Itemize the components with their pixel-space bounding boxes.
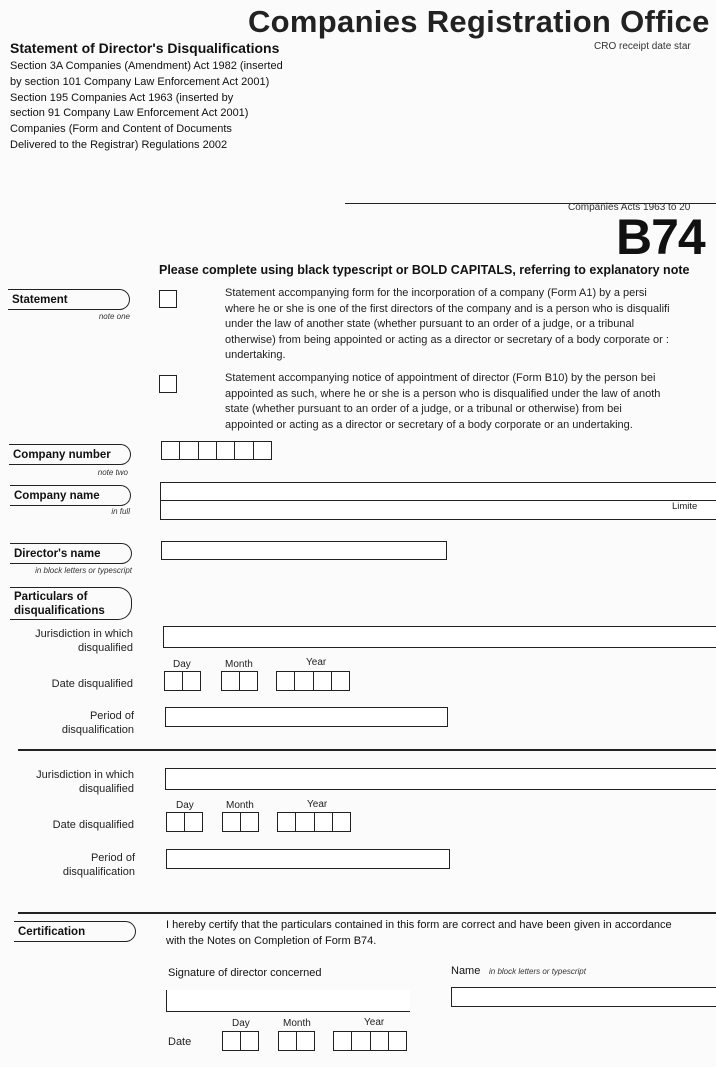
- signature-input[interactable]: [166, 990, 410, 1012]
- particulars-label-line1: Particulars of: [14, 591, 88, 603]
- name-label: Name: [451, 965, 481, 977]
- statement-note: note one: [98, 312, 130, 321]
- company-name-label: Company name: [14, 489, 100, 502]
- statement-tab: [8, 289, 130, 310]
- date-year-input-2[interactable]: [277, 812, 351, 832]
- date-day-input-2[interactable]: [166, 812, 203, 832]
- instruction-text: Please complete using black typescript or BOLD CAPITALS, referring to explanatory note: [159, 263, 690, 277]
- director-name-tab: [10, 543, 132, 564]
- certification-divider: [18, 912, 716, 914]
- date-month-input-1[interactable]: [221, 671, 258, 691]
- director-name-label: Director's name: [14, 547, 101, 560]
- date-day-input-1[interactable]: [164, 671, 201, 691]
- year-label-2: Year: [307, 799, 328, 810]
- legal-ref-line: Section 3A Companies (Amendment) Act 1982 (inserted: [10, 60, 283, 72]
- company-name-mid-line: [160, 500, 716, 501]
- director-name-input[interactable]: [161, 541, 447, 560]
- year-label-1: Year: [306, 657, 327, 668]
- cert-date-year-input[interactable]: [333, 1031, 407, 1051]
- date-disqualified-label-2: Date disqualified: [52, 819, 134, 831]
- cert-date-month-input[interactable]: [278, 1031, 315, 1051]
- signature-label: Signature of director concerned: [168, 967, 322, 979]
- day-label-2: Day: [176, 800, 194, 811]
- block-divider: [18, 749, 716, 751]
- particulars-tab: [10, 587, 132, 620]
- month-label-1: Month: [225, 659, 253, 670]
- office-title: Companies Registration Office: [248, 4, 710, 39]
- statement-option-2-text: Statement accompanying notice of appointment of director (Form B10) by the person bei appointed as such, where he or she is a person who is disqualified under the law of anoth state (whether pursuant to an order of a judge, or a tribunal or otherwise) from bei appointed or acting as a director or secretary of a body corporate or an undertaking.: [225, 372, 661, 431]
- statement-label: Statement: [12, 293, 68, 306]
- jurisdiction-label-2: Jurisdiction in which disqualified: [36, 769, 134, 795]
- period-label-2: Period of disqualification: [62, 852, 135, 878]
- cert-day-label: Day: [232, 1018, 250, 1029]
- statement-option-1-text: Statement accompanying form for the incorporation of a company (Form A1) by a persi where he or she is one of the first directors of the company and is a person who is disqualifi under the law of another state (whether pursuant to an order of a judge, or a tribunal otherwise) from being appointed or acting as a director or secretary of a body corporate or : undertaking.: [225, 287, 670, 361]
- legal-ref-line: section 91 Company Law Enforcement Act 2001): [10, 107, 249, 120]
- particulars-label-line2: disqualifications: [14, 605, 105, 617]
- form-title: Statement of Director's Disqualifications: [10, 40, 280, 56]
- day-label-1: Day: [173, 659, 191, 670]
- company-name-input[interactable]: [160, 482, 716, 520]
- certification-tab: [14, 921, 136, 942]
- cert-month-label: Month: [283, 1018, 311, 1029]
- legal-ref-line: Delivered to the Registrar) Regulations 2002: [10, 138, 228, 151]
- statement-option-2-checkbox[interactable]: [159, 375, 177, 393]
- legal-ref-line: Companies (Form and Content of Documents: [10, 123, 232, 136]
- period-input-1[interactable]: [165, 707, 448, 727]
- cro-receipt-label: CRO receipt date star: [594, 41, 691, 52]
- company-name-tab: [10, 485, 131, 506]
- date-disqualified-label-1: Date disqualified: [51, 678, 133, 690]
- legal-ref-line: by section 101 Company Law Enforcement Act 2001): [10, 75, 270, 88]
- company-number-tab: [9, 444, 131, 465]
- form-number: B74: [616, 209, 705, 265]
- legal-references: [10, 59, 330, 154]
- cert-date-day-input[interactable]: [222, 1031, 259, 1051]
- company-number-input[interactable]: [161, 441, 272, 460]
- jurisdiction-input-2[interactable]: [165, 768, 716, 790]
- certification-text: I hereby certify that the particulars contained in this form are correct and have been given in accordance with the Notes on Completion of Form B74.: [166, 919, 672, 947]
- jurisdiction-label-1: Jurisdiction in which disqualified: [35, 628, 133, 654]
- month-label-2: Month: [226, 800, 254, 811]
- director-name-note: in block letters or typescript: [35, 566, 132, 575]
- company-number-label: Company number: [13, 448, 111, 461]
- name-input[interactable]: [451, 987, 716, 1007]
- company-number-note: note two: [97, 468, 128, 477]
- name-hint: in block letters or typescript: [489, 967, 586, 976]
- companies-acts-label: Companies Acts 1963 to 20: [568, 202, 691, 213]
- statement-option-1-checkbox[interactable]: [159, 290, 177, 308]
- legal-ref-line: Section 195 Companies Act 1963 (inserted by: [10, 91, 234, 104]
- date-month-input-2[interactable]: [222, 812, 259, 832]
- limited-suffix: Limite: [672, 501, 698, 512]
- company-name-note: in full: [111, 507, 130, 516]
- cert-date-label: Date: [168, 1036, 192, 1048]
- date-year-input-1[interactable]: [276, 671, 350, 691]
- period-input-2[interactable]: [166, 849, 450, 869]
- jurisdiction-input-1[interactable]: [163, 626, 716, 648]
- period-label-1: Period of disqualification: [61, 710, 134, 736]
- certification-label: Certification: [18, 925, 86, 938]
- cert-year-label: Year: [364, 1017, 385, 1028]
